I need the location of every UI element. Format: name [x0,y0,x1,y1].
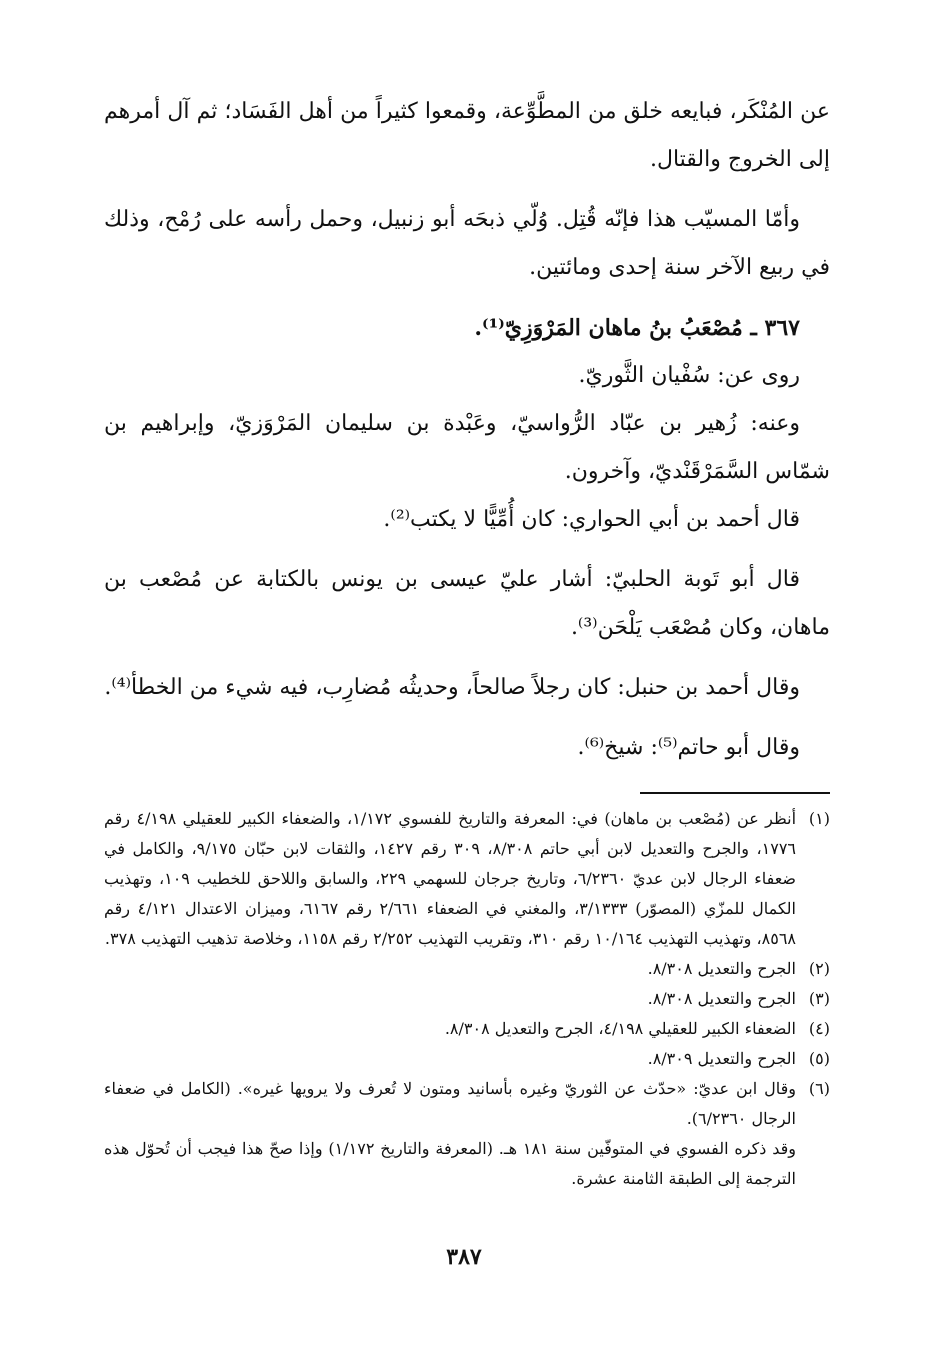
page-number: ٣٨٧ [446,1244,482,1270]
footnote-item [104,1074,830,1134]
footnote-item [104,954,830,984]
page-body [104,88,830,1194]
footnote-text: الجرح والتعديل ٨/٣٠٨. [647,989,796,1008]
entry-narrated-from: روى عن: سُفْيان الثَّوريّ. [578,363,800,388]
footnote-number: (٤) [808,1019,830,1038]
quote-ahmad-hanbal: وقال أحمد بن حنبل: كان رجلاً صالحاً، وحديثُه مُضارِب، فيه شيء من الخطأ⁽⁴⁾. [104,675,800,700]
entry-heading: ٣٦٧ ـ مُصْعَبُ بنُ ماهان المَرْوَزِيّ⁽¹⁾. [474,315,800,341]
footnote-item [104,804,830,954]
footnote-text: وقال ابن عديّ: «حدّث عن الثوريّ وغيره بأسانيد ومتون لا تُعرف ولا يرويها غيره». (الكامل في ضعفاء الرجال ٦/٢٣٦٠). [104,1079,796,1128]
quote-abu-tawba: قال أبو تَوبة الحلبيّ: أشار عليّ عيسى بن يونس بالكتابة عن مُصْعب بن ماهان، وكان مُصْعَب يَلْحَن⁽³⁾. [104,567,830,640]
footnote-text: الضعفاء الكبير للعقيلي ٤/١٩٨، الجرح والتعديل ٨/٣٠٨. [444,1019,796,1038]
footnote-continuation: وقد ذكره الفسوي في المتوفّين سنة ١٨١ هـ. (المعرفة والتاريخ ١/١٧٢) وإذا صحّ هذا فيجب أن تُحوّل هذه الترجمة إلى الطبقة الثامنة عشرة. [104,1139,796,1188]
footnote-number: (٥) [808,1049,830,1068]
footnote-number: (٦) [808,1079,830,1098]
footnote-item [104,1014,830,1044]
footnote-number: (٢) [808,959,830,978]
footnote-text: أنظر عن (مُصْعب بن ماهان) في: المعرفة والتاريخ للفسوي ١/١٧٢، والضعفاء الكبير للعقيلي ٤/١٩٨ رقم ١٧٧٦، والجرح والتعديل لابن أبي حاتم ٨/٣٠٨، ٣٠٩ رقم ١٤٢٧، والثقات لابن حبّان ٩/١٧٥، والكامل في ضعفاء الرجال لابن عديّ ٦/٢٣٦٠، وتاريخ جرجان للسهمي ٢٢٩، والسابق واللاحق للخطيب ١٠٩، وتهذيب الكمال للمزّي (المصوّر) ٣/١٣٣٣، والمغني في الضعفاء ٢/٦٦١ رقم ٦١٦٧، وميزان الاعتدال ٤/١٢١ رقم ٨٥٦٨، وتهذيب التهذيب ١٠/١٦٤ رقم ٣١٠، وتقريب التهذيب ٢/٢٥٢ رقم ١١٥٨، وخلاصة تذهيب التهذيب ٣٧٨. [104,809,797,948]
paragraph-2: وأمّا المسيّب هذا فإنّه قُتِل. وُلّي ذبحَه أبو زنبيل، وحمل رأسه على رُمْح، وذلك في ربيع الآخر سنة إحدى ومائتين. [104,207,830,280]
footnote-item [104,984,830,1014]
footnote-text: الجرح والتعديل ٨/٣٠٩. [647,1049,796,1068]
footnote-text: الجرح والتعديل ٨/٣٠٨. [647,959,796,978]
quote-abi-alhawari: قال أحمد بن أبي الحواري: كان أُمِّيًّا لا يكتب⁽²⁾. [383,507,800,532]
footnote-number: (٣) [808,989,830,1008]
footnotes [104,804,830,1194]
quote-abu-hatim: وقال أبو حاتم⁽⁵⁾: شيخ⁽⁶⁾. [577,735,800,760]
paragraph-1: عن المُنْكَر، فبايعه خلق من المطَّوِّعة، وقمعوا كثيراً من أهل الفَسَاد؛ ثم آل أمرهم إلى الخروج والقتال. [104,99,830,172]
footnote-number: (١) [808,809,830,828]
footnote-divider [640,792,830,794]
footnote-item [104,1044,830,1074]
entry-students: وعنه: زُهير بن عبّاد الرُّواسيّ، وعَبْدة بن سليمان المَرْوَزيّ، وإبراهيم بن شمّاس السَّمَرْقَنْديّ، وآخرون. [104,411,830,484]
